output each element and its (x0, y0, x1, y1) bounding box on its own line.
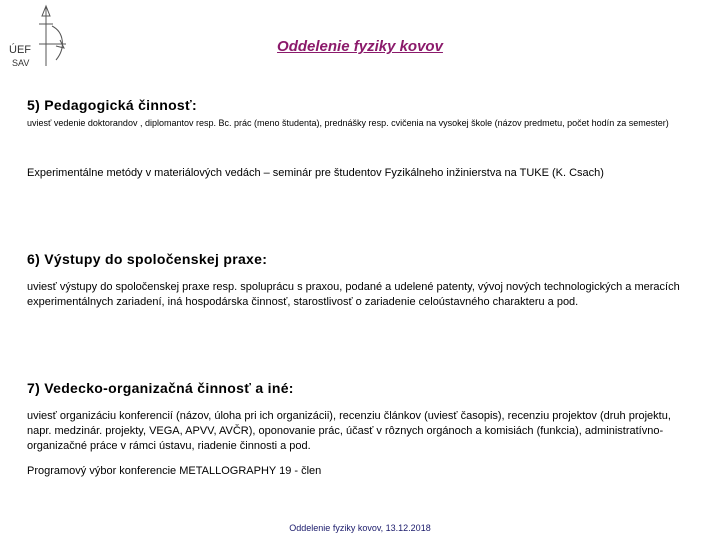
section-6-instruction: uviesť výstupy do spoločenskej praxe resp. spoluprácu s praxou, podané a udelené patenty, vývoj nových technologických a meracích experimentálnych zariadení, iná hospodárska činnosť, starostlivosť o zariadenie celoústavného charakteru a pod. (27, 281, 680, 308)
slide-title: Oddelenie fyziky kovov (277, 38, 443, 55)
section-5-instruction: uviesť vedenie doktorandov , diplomantov resp. Bc. prác (meno študenta), prednášky resp. cvičenia na vysokej škole (názov predmetu, počet hodín za semester) (27, 118, 669, 128)
logo-text-sav: SAV (12, 58, 30, 68)
section-7-instruction: uviesť organizáciu konferencií (názov, úloha pri ich organizácii), recenziu článkov (uviesť časopis), recenziu projektov (druh projektu, napr. medzinár. projekty, VEGA, APVV, AVČR), oponovanie prác, účasť v rôznych orgánoch a komisiách (funkcia), administratívno-organizačné práce v rámci ústavu, riadenie činnosti a pod. (27, 410, 671, 452)
section-7-heading: 7) Vedecko-organizačná činnosť a iné: (27, 380, 294, 396)
section-5-content: Experimentálne metódy v materiálových vedách – seminár pre študentov Fyzikálneho inžinierstva na TUKE (K. Csach) (27, 167, 604, 179)
section-5-heading: 5) Pedagogická činnosť: (27, 97, 197, 113)
slide-footer: Oddelenie fyziky kovov, 13.12.2018 (289, 523, 431, 533)
logo-text-uef: ÚEF (9, 44, 31, 56)
section-6-heading: 6) Výstupy do spoločenskej praxe: (27, 251, 268, 267)
logo-graphic (6, 4, 72, 70)
section-7-content: Programový výbor konferencie METALLOGRAPHY 19 - člen (27, 465, 322, 477)
institute-logo (6, 4, 72, 70)
